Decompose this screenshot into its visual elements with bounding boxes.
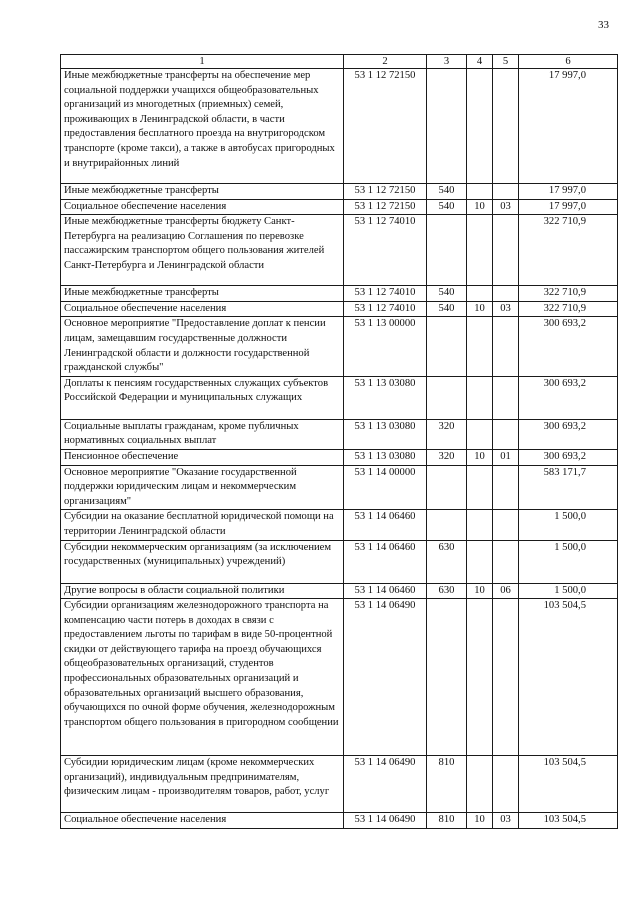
row-name-cell: Пенсионное обеспечение: [61, 449, 344, 465]
expense-type-cell: 630: [427, 583, 467, 599]
amount-cell: 300 693,2: [519, 419, 618, 449]
target-article-code-cell: 53 1 14 06460: [344, 540, 427, 583]
subsection-cell: 06: [493, 583, 519, 599]
column-header: 5: [493, 55, 519, 69]
amount-cell: 300 693,2: [519, 376, 618, 419]
table-row: [61, 199, 618, 215]
subsection-cell: 03: [493, 199, 519, 215]
subsection-cell: [493, 317, 519, 376]
subsection-cell: [493, 756, 519, 813]
expense-type-cell: [427, 215, 467, 286]
section-cell: 10: [467, 813, 493, 829]
table-row: [61, 301, 618, 317]
subsection-cell: [493, 599, 519, 756]
section-cell: [467, 419, 493, 449]
amount-cell: 17 997,0: [519, 184, 618, 200]
amount-cell: 1 500,0: [519, 510, 618, 540]
table-row: [61, 286, 618, 302]
expense-type-cell: 540: [427, 199, 467, 215]
table-row: [61, 317, 618, 376]
amount-cell: 300 693,2: [519, 317, 618, 376]
section-cell: [467, 376, 493, 419]
section-cell: [467, 756, 493, 813]
expense-type-cell: 540: [427, 286, 467, 302]
amount-cell: 1 500,0: [519, 583, 618, 599]
expense-type-cell: 540: [427, 184, 467, 200]
amount-cell: 17 997,0: [519, 199, 618, 215]
table-row: [61, 583, 618, 599]
row-name-cell: Социальное обеспечение населения: [61, 813, 344, 829]
column-header: 4: [467, 55, 493, 69]
subsection-cell: [493, 215, 519, 286]
row-name-cell: Социальные выплаты гражданам, кроме публичных нормативных социальных выплат: [61, 419, 344, 449]
expense-type-cell: [427, 465, 467, 510]
row-name-cell: Субсидии юридическим лицам (кроме некоммерческих организаций), индивидуальным предпринимателям, физическим лицам - производителям товаров, работ, услуг: [61, 756, 344, 813]
table-row: [61, 184, 618, 200]
amount-cell: 300 693,2: [519, 449, 618, 465]
amount-cell: 322 710,9: [519, 286, 618, 302]
amount-cell: 583 171,7: [519, 465, 618, 510]
table-row: [61, 510, 618, 540]
expense-type-cell: 630: [427, 540, 467, 583]
expense-type-cell: [427, 69, 467, 184]
target-article-code-cell: 53 1 14 06460: [344, 510, 427, 540]
target-article-code-cell: 53 1 12 72150: [344, 69, 427, 184]
section-cell: 10: [467, 449, 493, 465]
expense-type-cell: [427, 376, 467, 419]
subsection-cell: 03: [493, 301, 519, 317]
section-cell: [467, 465, 493, 510]
target-article-code-cell: 53 1 12 74010: [344, 286, 427, 302]
target-article-code-cell: 53 1 14 06490: [344, 813, 427, 829]
amount-cell: 322 710,9: [519, 301, 618, 317]
subsection-cell: 03: [493, 813, 519, 829]
table-row: [61, 215, 618, 286]
amount-cell: 103 504,5: [519, 599, 618, 756]
target-article-code-cell: 53 1 12 74010: [344, 215, 427, 286]
expense-type-cell: [427, 317, 467, 376]
section-cell: 10: [467, 199, 493, 215]
section-cell: 10: [467, 301, 493, 317]
row-name-cell: Иные межбюджетные трансферты бюджету Санкт-Петербурга на реализацию Соглашения по перевозке пассажирским транспортом общего пользования жителей Санкт-Петербурга и Ленинградской области: [61, 215, 344, 286]
table-row: [61, 813, 618, 829]
section-cell: [467, 510, 493, 540]
subsection-cell: [493, 184, 519, 200]
expense-type-cell: 810: [427, 756, 467, 813]
target-article-code-cell: 53 1 12 72150: [344, 184, 427, 200]
target-article-code-cell: 53 1 14 06490: [344, 756, 427, 813]
subsection-cell: 01: [493, 449, 519, 465]
row-name-cell: Основное мероприятие "Предоставление доплат к пенсии лицам, замещавшим государственные должности Ленинградской области и должности государственной гражданской службы": [61, 317, 344, 376]
row-name-cell: Иные межбюджетные трансферты: [61, 286, 344, 302]
section-cell: [467, 286, 493, 302]
section-cell: [467, 184, 493, 200]
expense-type-cell: 320: [427, 419, 467, 449]
row-name-cell: Субсидии организациям железнодорожного транспорта на компенсацию части потерь в доходах в связи с предоставлением льготы по тарифам в виде 50-процентной скидки от действующего тарифа на проезд обучающихся общеобразовательных организаций, студентов профессиональных образовательных организаций и образовательных организаций высшего образования, обучающихся по очной форме обучения, железнодорожным транспортом общего пользования в пригородном сообщении: [61, 599, 344, 756]
target-article-code-cell: 53 1 14 06460: [344, 583, 427, 599]
page-number: 33: [598, 19, 609, 31]
subsection-cell: [493, 419, 519, 449]
column-header: 3: [427, 55, 467, 69]
row-name-cell: Субсидии некоммерческим организациям (за исключением государственных (муниципальных) учреждений): [61, 540, 344, 583]
row-name-cell: Доплаты к пенсиям государственных служащих субъектов Российской Федерации и муниципальных служащих: [61, 376, 344, 419]
section-cell: [467, 215, 493, 286]
column-header: 1: [61, 55, 344, 69]
subsection-cell: [493, 286, 519, 302]
target-article-code-cell: 53 1 13 03080: [344, 376, 427, 419]
amount-cell: 103 504,5: [519, 813, 618, 829]
expense-type-cell: 320: [427, 449, 467, 465]
expense-type-cell: [427, 599, 467, 756]
amount-cell: 17 997,0: [519, 69, 618, 184]
target-article-code-cell: 53 1 13 03080: [344, 419, 427, 449]
subsection-cell: [493, 69, 519, 184]
budget-table: [60, 54, 618, 829]
amount-cell: 1 500,0: [519, 540, 618, 583]
subsection-cell: [493, 376, 519, 419]
target-article-code-cell: 53 1 14 06490: [344, 599, 427, 756]
row-name-cell: Социальное обеспечение населения: [61, 199, 344, 215]
subsection-cell: [493, 465, 519, 510]
target-article-code-cell: 53 1 12 74010: [344, 301, 427, 317]
target-article-code-cell: 53 1 12 72150: [344, 199, 427, 215]
row-name-cell: Иные межбюджетные трансферты на обеспечение мер социальной поддержки учащихся общеобразовательных организаций из многодетных (приемных) семей, проживающих в Ленинградской области, в части предоставления бесплатного проезда на внутригородском транспорте (кроме такси), а также в автобусах пригородных и внутрирайонных линий: [61, 69, 344, 184]
section-cell: [467, 69, 493, 184]
amount-cell: 322 710,9: [519, 215, 618, 286]
table-row: [61, 449, 618, 465]
section-cell: [467, 540, 493, 583]
row-name-cell: Иные межбюджетные трансферты: [61, 184, 344, 200]
section-cell: [467, 599, 493, 756]
expense-type-cell: 810: [427, 813, 467, 829]
subsection-cell: [493, 510, 519, 540]
table-row: [61, 419, 618, 449]
table-row: [61, 376, 618, 419]
target-article-code-cell: 53 1 14 00000: [344, 465, 427, 510]
section-cell: 10: [467, 583, 493, 599]
section-cell: [467, 317, 493, 376]
column-header: 2: [344, 55, 427, 69]
table-row: [61, 465, 618, 510]
table-row: [61, 599, 618, 756]
expense-type-cell: 540: [427, 301, 467, 317]
expense-type-cell: [427, 510, 467, 540]
row-name-cell: Субсидии на оказание бесплатной юридической помощи на территории Ленинградской области: [61, 510, 344, 540]
amount-cell: 103 504,5: [519, 756, 618, 813]
row-name-cell: Другие вопросы в области социальной политики: [61, 583, 344, 599]
row-name-cell: Основное мероприятие "Оказание государственной поддержки юридическим лицам и некоммерческим организациям": [61, 465, 344, 510]
table-row: [61, 756, 618, 813]
column-header: 6: [519, 55, 618, 69]
subsection-cell: [493, 540, 519, 583]
target-article-code-cell: 53 1 13 00000: [344, 317, 427, 376]
table-header-row: [61, 55, 618, 69]
table-row: [61, 69, 618, 184]
table-row: [61, 540, 618, 583]
row-name-cell: Социальное обеспечение населения: [61, 301, 344, 317]
target-article-code-cell: 53 1 13 03080: [344, 449, 427, 465]
